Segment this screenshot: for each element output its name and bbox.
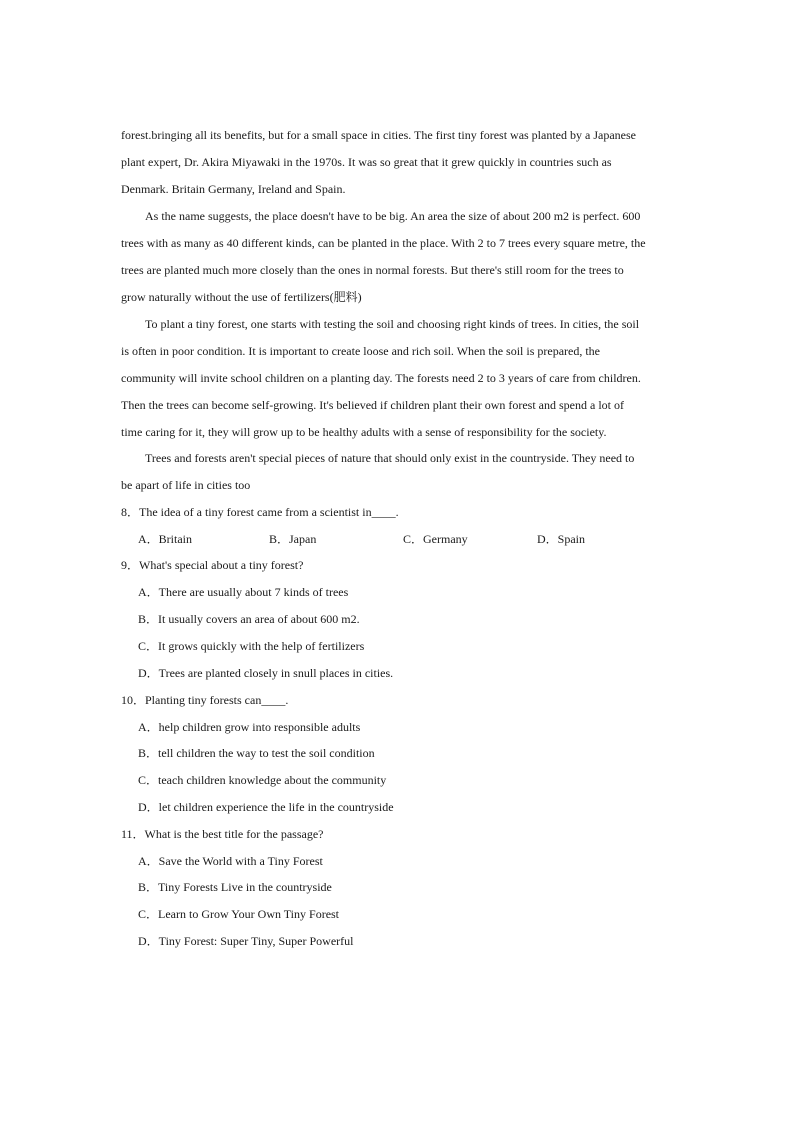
- passage-line: trees with as many as 40 different kinds, can be planted in the place. With 2 to 7 trees every square metre, the: [121, 236, 646, 250]
- passage-line: As the name suggests, the place doesn't have to be big. An area the size of about 200 m2 is perfect. 600: [145, 209, 641, 223]
- question-option[interactable]: B．It usually covers an area of about 600 m2.: [138, 612, 360, 626]
- question-option[interactable]: D．Spain: [537, 532, 586, 546]
- question-option[interactable]: D．Tiny Forest: Super Tiny, Super Powerful: [138, 934, 354, 948]
- passage-line: plant expert, Dr. Akira Miyawaki in the 1970s. It was so great that it grew quickly in countries such as: [121, 155, 612, 169]
- passage-line: community will invite school children on a planting day. The forests need 2 to 3 years of care from children.: [121, 371, 641, 385]
- passage-line: grow naturally without the use of fertilizers(肥料): [121, 290, 362, 304]
- passage-line: be apart of life in cities too: [121, 478, 251, 492]
- question-stem: 11．What is the best title for the passage?: [121, 827, 324, 841]
- passage-line: To plant a tiny forest, one starts with testing the soil and choosing right kinds of trees. In cities, the soil: [145, 317, 640, 331]
- question-option[interactable]: A．There are usually about 7 kinds of trees: [138, 585, 349, 599]
- question-option[interactable]: C．It grows quickly with the help of fertilizers: [138, 639, 365, 653]
- question-option[interactable]: B．Japan: [269, 532, 317, 546]
- question-option[interactable]: B．tell children the way to test the soil condition: [138, 746, 375, 760]
- question-option[interactable]: C．Germany: [403, 532, 468, 546]
- passage-line: Trees and forests aren't special pieces of nature that should only exist in the countryside. They need to: [145, 451, 635, 465]
- question-option[interactable]: B．Tiny Forests Live in the countryside: [138, 880, 332, 894]
- question-option[interactable]: D．let children experience the life in the countryside: [138, 800, 394, 814]
- passage-line: time caring for it, they will grow up to be healthy adults with a sense of responsibility for the society.: [121, 425, 607, 439]
- passage-line: trees are planted much more closely than the ones in normal forests. But there's still room for the trees to: [121, 263, 624, 277]
- passage-line: forest.bringing all its benefits, but for a small space in cities. The first tiny forest was planted by a Japanese: [121, 128, 636, 142]
- question-option[interactable]: C．teach children knowledge about the community: [138, 773, 387, 787]
- passage-line: Then the trees can become self-growing. It's believed if children plant their own forest and spend a lot of: [121, 398, 624, 412]
- question-option[interactable]: C．Learn to Grow Your Own Tiny Forest: [138, 907, 340, 921]
- question-option[interactable]: A．Britain: [138, 532, 192, 546]
- question-option[interactable]: A．help children grow into responsible adults: [138, 720, 361, 734]
- question-stem: 8．The idea of a tiny forest came from a scientist in____.: [121, 505, 399, 519]
- question-option[interactable]: D．Trees are planted closely in snull places in cities.: [138, 666, 394, 680]
- question-stem: 9．What's special about a tiny forest?: [121, 558, 304, 572]
- question-stem: 10．Planting tiny forests can____.: [121, 693, 289, 707]
- passage-line: is often in poor condition. It is important to create loose and rich soil. When the soil is prepared, the: [121, 344, 600, 358]
- question-option[interactable]: A．Save the World with a Tiny Forest: [138, 854, 323, 868]
- passage-line: Denmark. Britain Germany, Ireland and Spain.: [121, 182, 346, 196]
